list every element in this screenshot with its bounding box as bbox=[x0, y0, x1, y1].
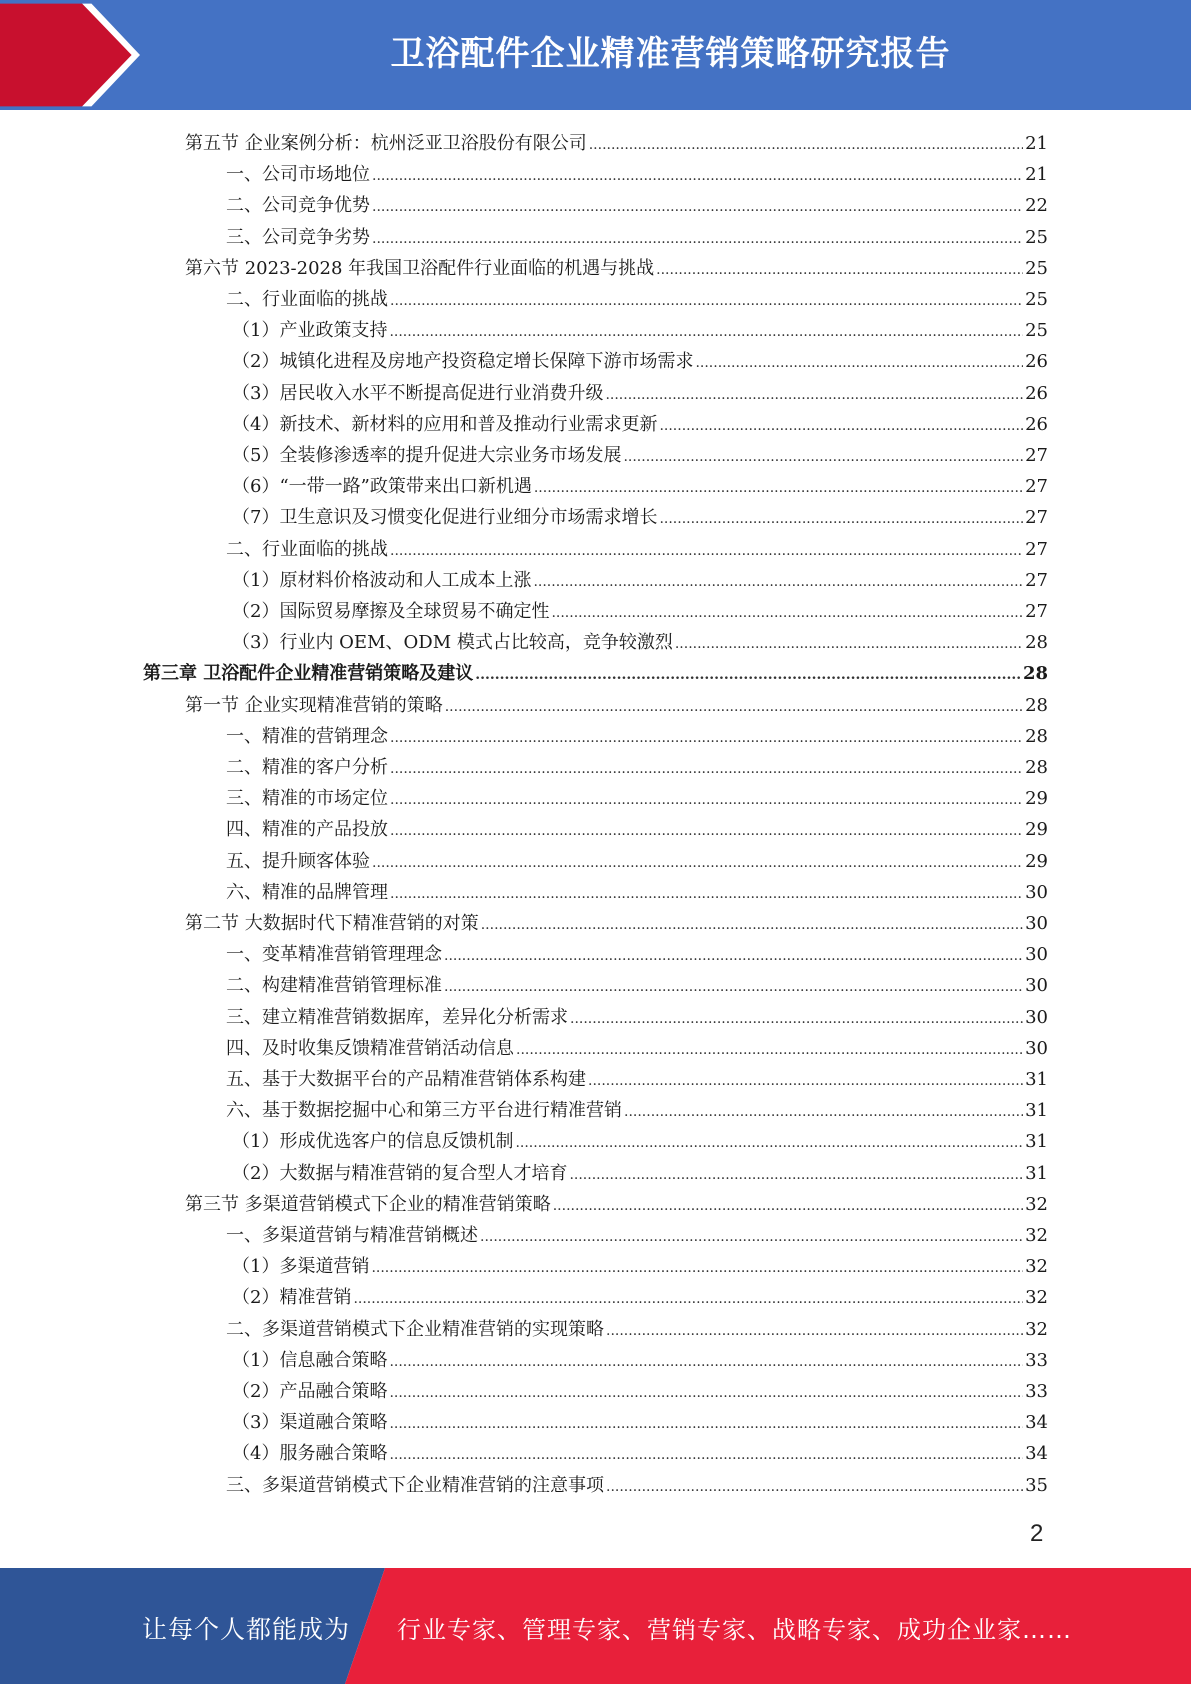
header-arrow-decoration bbox=[0, 0, 140, 110]
toc-entry-page: 31 bbox=[1025, 1069, 1048, 1090]
toc-entry-title: （6）“一带一路”政策带来出口新机遇 bbox=[232, 476, 532, 498]
toc-leader-dots bbox=[605, 378, 1023, 411]
toc-leader-dots bbox=[372, 159, 1023, 192]
toc-subsection-entry[interactable] bbox=[232, 502, 1048, 533]
toc-entry-page: 22 bbox=[1025, 195, 1048, 217]
toc-entry-title: 四、及时收集反馈精准营销活动信息 bbox=[226, 1037, 514, 1059]
toc-entry-title: （1）多渠道营销 bbox=[232, 1256, 370, 1278]
toc-entry-title: 第六节 2023-2028 年我国卫浴配件行业面临的机遇与挑战 bbox=[185, 257, 655, 279]
toc-subsection-entry[interactable] bbox=[226, 222, 1048, 253]
toc-leader-dots bbox=[481, 908, 1023, 941]
toc-leader-dots bbox=[551, 596, 1023, 629]
toc-entry-page: 34 bbox=[1025, 1443, 1048, 1465]
toc-entry-page: 31 bbox=[1025, 1131, 1048, 1153]
toc-subsection-entry[interactable] bbox=[232, 409, 1048, 440]
toc-leader-dots bbox=[659, 502, 1023, 535]
toc-entry-page: 32 bbox=[1025, 1225, 1048, 1246]
toc-subsection-entry[interactable] bbox=[232, 1158, 1048, 1189]
toc-subsection-entry[interactable] bbox=[226, 721, 1048, 752]
toc-entry-page: 28 bbox=[1025, 694, 1048, 716]
toc-leader-dots bbox=[372, 846, 1023, 879]
toc-entry-title: 三、公司竞争劣势 bbox=[226, 226, 370, 248]
toc-entry-page: 29 bbox=[1025, 788, 1048, 810]
toc-entry-page: 26 bbox=[1025, 351, 1048, 373]
toc-leader-dots bbox=[534, 471, 1023, 504]
toc-leader-dots bbox=[570, 1002, 1023, 1035]
toc-entry-title: 六、基于数据挖掘中心和第三方平台进行精准营销 bbox=[226, 1100, 622, 1122]
toc-subsection-entry[interactable] bbox=[226, 284, 1048, 315]
toc-subsection-entry[interactable] bbox=[232, 378, 1048, 409]
toc-entry-title: 一、多渠道营销与精准营销概述 bbox=[226, 1225, 478, 1246]
toc-entry-page: 29 bbox=[1025, 850, 1048, 872]
toc-entry-page: 27 bbox=[1025, 507, 1048, 529]
toc-leader-dots bbox=[516, 1033, 1023, 1066]
page-footer bbox=[0, 1568, 1191, 1684]
toc-entry-title: 二、公司竞争优势 bbox=[226, 195, 370, 217]
header-red-chevron bbox=[0, 4, 135, 107]
toc-leader-dots bbox=[624, 1095, 1023, 1128]
toc-entry-title: 二、构建精准营销管理标准 bbox=[226, 975, 442, 997]
toc-entry-title: （2）产品融合策略 bbox=[232, 1381, 388, 1402]
toc-entry-page: 35 bbox=[1025, 1474, 1048, 1496]
toc-entry-title: 二、精准的客户分析 bbox=[226, 757, 388, 778]
toc-subsection-entry[interactable] bbox=[226, 1220, 1048, 1251]
toc-entry-title: 三、多渠道营销模式下企业精准营销的注意事项 bbox=[226, 1474, 604, 1496]
toc-entry-page: 28 bbox=[1022, 663, 1048, 685]
toc-entry-title: 二、多渠道营销模式下企业精准营销的实现策略 bbox=[226, 1318, 604, 1340]
toc-entry-title: （2）精准营销 bbox=[232, 1287, 352, 1309]
toc-entry-title: （2）国际贸易摩擦及全球贸易不确定性 bbox=[232, 601, 550, 622]
toc-leader-dots bbox=[390, 814, 1023, 847]
toc-entry-title: （3）渠道融合策略 bbox=[232, 1412, 388, 1434]
toc-entry-page: 28 bbox=[1025, 757, 1048, 778]
toc-entry-page: 34 bbox=[1025, 1412, 1048, 1434]
toc-leader-dots bbox=[389, 1407, 1023, 1440]
toc-subsection-entry[interactable] bbox=[232, 1345, 1048, 1376]
toc-entry-title: 三、精准的市场定位 bbox=[226, 788, 388, 810]
toc-entry-title: （3）行业内 OEM、ODM 模式占比较高，竞争较激烈 bbox=[232, 632, 673, 654]
toc-entry-title: （2）大数据与精准营销的复合型人才培育 bbox=[232, 1162, 568, 1184]
toc-leader-dots bbox=[372, 190, 1023, 223]
toc-leader-dots bbox=[444, 970, 1023, 1003]
toc-entry-title: 第一节 企业实现精准营销的策略 bbox=[185, 694, 443, 716]
toc-entry-page: 25 bbox=[1025, 226, 1048, 248]
toc-entry-title: （1）形成优选客户的信息反馈机制 bbox=[232, 1131, 514, 1153]
toc-leader-dots bbox=[588, 1064, 1023, 1097]
toc-section-entry[interactable] bbox=[185, 253, 1048, 284]
toc-subsection-entry[interactable] bbox=[226, 1064, 1048, 1095]
toc-subsection-entry[interactable] bbox=[226, 752, 1048, 783]
toc-entry-title: （2）城镇化进程及房地产投资稳定增长保障下游市场需求 bbox=[232, 351, 694, 373]
toc-entry-title: （4）新技术、新材料的应用和普及推动行业需求更新 bbox=[232, 413, 658, 435]
toc-section-entry[interactable] bbox=[185, 1189, 1048, 1220]
toc-entry-title: （1）产业政策支持 bbox=[232, 320, 388, 342]
toc-entry-page: 30 bbox=[1025, 975, 1048, 997]
toc-entry-page: 32 bbox=[1025, 1193, 1048, 1215]
toc-entry-page: 31 bbox=[1025, 1162, 1048, 1184]
toc-entry-title: 二、行业面临的挑战 bbox=[226, 289, 388, 310]
toc-chapter-entry[interactable] bbox=[143, 658, 1048, 689]
toc-entry-page: 27 bbox=[1025, 445, 1048, 466]
toc-subsection-entry[interactable] bbox=[232, 1282, 1048, 1313]
toc-entry-page: 21 bbox=[1025, 164, 1048, 186]
toc-leader-dots bbox=[480, 1220, 1023, 1253]
toc-leader-dots bbox=[656, 253, 1023, 286]
toc-subsection-entry[interactable] bbox=[226, 159, 1048, 190]
toc-subsection-entry[interactable] bbox=[232, 1126, 1048, 1157]
toc-subsection-entry[interactable] bbox=[226, 846, 1048, 877]
toc-entry-title: 第五节 企业案例分析：杭州泛亚卫浴股份有限公司 bbox=[185, 133, 587, 154]
toc-entry-page: 33 bbox=[1025, 1381, 1048, 1402]
toc-leader-dots bbox=[389, 315, 1023, 348]
toc-leader-dots bbox=[445, 690, 1023, 723]
toc-subsection-entry[interactable] bbox=[232, 1407, 1048, 1438]
toc-entry-title: 一、精准的营销理念 bbox=[226, 725, 388, 747]
toc-entry-title: （1）信息融合策略 bbox=[232, 1349, 388, 1371]
toc-entry-title: 四、精准的产品投放 bbox=[226, 819, 388, 841]
toc-leader-dots bbox=[389, 1376, 1023, 1409]
toc-leader-dots bbox=[390, 721, 1023, 754]
toc-subsection-entry[interactable] bbox=[232, 471, 1048, 502]
toc-entry-page: 30 bbox=[1025, 881, 1048, 903]
toc-entry-page: 30 bbox=[1025, 1037, 1048, 1059]
toc-entry-title: 第三章 卫浴配件企业精准营销策略及建议 bbox=[143, 663, 474, 685]
toc-leader-dots bbox=[533, 565, 1023, 598]
toc-subsection-entry[interactable] bbox=[226, 1095, 1048, 1126]
toc-entry-title: 第三节 多渠道营销模式下企业的精准营销策略 bbox=[185, 1193, 551, 1215]
toc-entry-title: 三、建立精准营销数据库，差异化分析需求 bbox=[226, 1006, 568, 1028]
toc-subsection-entry[interactable] bbox=[226, 190, 1048, 221]
toc-entry-title: 五、提升顾客体验 bbox=[226, 850, 370, 872]
toc-entry-page: 32 bbox=[1025, 1318, 1048, 1340]
toc-leader-dots bbox=[353, 1282, 1023, 1315]
toc-leader-dots bbox=[515, 1126, 1023, 1159]
toc-entry-page: 27 bbox=[1025, 569, 1048, 591]
toc-entry-page: 31 bbox=[1025, 1100, 1048, 1122]
toc-subsection-entry[interactable] bbox=[226, 970, 1048, 1001]
toc-subsection-entry[interactable] bbox=[226, 534, 1048, 565]
toc-entry-page: 25 bbox=[1025, 289, 1048, 310]
toc-section-entry[interactable] bbox=[185, 690, 1048, 721]
toc-entry-title: （5）全装修渗透率的提升促进大宗业务市场发展 bbox=[232, 445, 622, 466]
toc-entry-title: 二、行业面临的挑战 bbox=[226, 538, 388, 560]
toc-subsection-entry[interactable] bbox=[226, 877, 1048, 908]
toc-subsection-entry[interactable] bbox=[226, 783, 1048, 814]
toc-leader-dots bbox=[372, 222, 1023, 255]
toc-entry-page: 27 bbox=[1025, 476, 1048, 498]
toc-leader-dots bbox=[390, 534, 1023, 567]
toc-leader-dots bbox=[675, 627, 1023, 660]
toc-subsection-entry[interactable] bbox=[232, 627, 1048, 658]
toc-entry-page: 32 bbox=[1025, 1287, 1048, 1309]
toc-entry-page: 29 bbox=[1025, 819, 1048, 841]
toc-subsection-entry[interactable] bbox=[232, 1251, 1048, 1282]
toc-entry-title: 一、变革精准营销管理理念 bbox=[226, 944, 442, 966]
page-header bbox=[0, 0, 1191, 110]
report-title: 卫浴配件企业精准营销策略研究报告 bbox=[390, 34, 951, 74]
toc-leader-dots bbox=[606, 1470, 1023, 1503]
toc-entry-page: 28 bbox=[1025, 725, 1048, 747]
toc-entry-title: （1）原材料价格波动和人工成本上涨 bbox=[232, 569, 532, 591]
toc-section-entry[interactable] bbox=[185, 908, 1048, 939]
toc-leader-dots bbox=[475, 658, 1021, 691]
toc-entry-title: 第二节 大数据时代下精准营销的对策 bbox=[185, 913, 479, 934]
toc-entry-title: （3）居民收入水平不断提高促进行业消费升级 bbox=[232, 382, 604, 404]
toc-entry-page: 32 bbox=[1025, 1256, 1048, 1278]
toc-leader-dots bbox=[623, 440, 1023, 473]
toc-entry-page: 26 bbox=[1025, 413, 1048, 435]
toc-subsection-entry[interactable] bbox=[226, 1002, 1048, 1033]
toc-leader-dots bbox=[371, 1251, 1023, 1284]
toc-leader-dots bbox=[390, 877, 1023, 910]
toc-entry-page: 27 bbox=[1025, 601, 1048, 622]
footer-slogan-right: 行业专家、管理专家、营销专家、战略专家、成功企业家…… bbox=[397, 1616, 1072, 1644]
page-number: 2 bbox=[1030, 1520, 1044, 1547]
toc-entry-page: 30 bbox=[1025, 944, 1048, 966]
toc-entry-page: 26 bbox=[1025, 382, 1048, 404]
toc-entry-title: 六、精准的品牌管理 bbox=[226, 881, 388, 903]
toc-leader-dots bbox=[390, 783, 1023, 816]
toc-entry-page: 25 bbox=[1025, 257, 1048, 279]
footer-slogan-left: 让每个人都能成为 bbox=[142, 1615, 351, 1644]
toc-entry-page: 21 bbox=[1025, 133, 1048, 154]
toc-leader-dots bbox=[659, 409, 1023, 442]
toc-entry-title: （7）卫生意识及习惯变化促进行业细分市场需求增长 bbox=[232, 507, 658, 529]
toc-entry-title: 五、基于大数据平台的产品精准营销体系构建 bbox=[226, 1069, 586, 1090]
toc-subsection-entry[interactable] bbox=[232, 315, 1048, 346]
toc-leader-dots bbox=[553, 1189, 1023, 1222]
toc-subsection-entry[interactable] bbox=[226, 1470, 1048, 1501]
toc-entry-title: （4）服务融合策略 bbox=[232, 1443, 388, 1465]
toc-entry-title: 一、公司市场地位 bbox=[226, 164, 370, 186]
toc-leader-dots bbox=[695, 346, 1023, 379]
toc-section-entry[interactable] bbox=[185, 128, 1048, 159]
toc-leader-dots bbox=[389, 1438, 1023, 1471]
toc-leader-dots bbox=[569, 1158, 1023, 1191]
toc-subsection-entry[interactable] bbox=[232, 346, 1048, 377]
toc-subsection-entry[interactable] bbox=[232, 1438, 1048, 1469]
toc-leader-dots bbox=[589, 128, 1023, 161]
toc-entry-page: 25 bbox=[1025, 320, 1048, 342]
toc-entry-page: 33 bbox=[1025, 1349, 1048, 1371]
toc-leader-dots bbox=[390, 284, 1023, 317]
toc-subsection-entry[interactable] bbox=[226, 1033, 1048, 1064]
toc-leader-dots bbox=[444, 939, 1023, 972]
toc-entry-page: 30 bbox=[1025, 1006, 1048, 1028]
toc-subsection-entry[interactable] bbox=[232, 1376, 1048, 1407]
toc-leader-dots bbox=[389, 1345, 1023, 1378]
toc-leader-dots bbox=[606, 1314, 1023, 1347]
toc-entry-page: 28 bbox=[1025, 632, 1048, 654]
toc-subsection-entry[interactable] bbox=[232, 596, 1048, 627]
toc-subsection-entry[interactable] bbox=[232, 565, 1048, 596]
toc-subsection-entry[interactable] bbox=[226, 1314, 1048, 1345]
toc-entry-page: 27 bbox=[1025, 538, 1048, 560]
toc-subsection-entry[interactable] bbox=[232, 440, 1048, 471]
toc-entry-page: 30 bbox=[1025, 913, 1048, 934]
toc-subsection-entry[interactable] bbox=[226, 814, 1048, 845]
toc-subsection-entry[interactable] bbox=[226, 939, 1048, 970]
toc-leader-dots bbox=[390, 752, 1023, 785]
